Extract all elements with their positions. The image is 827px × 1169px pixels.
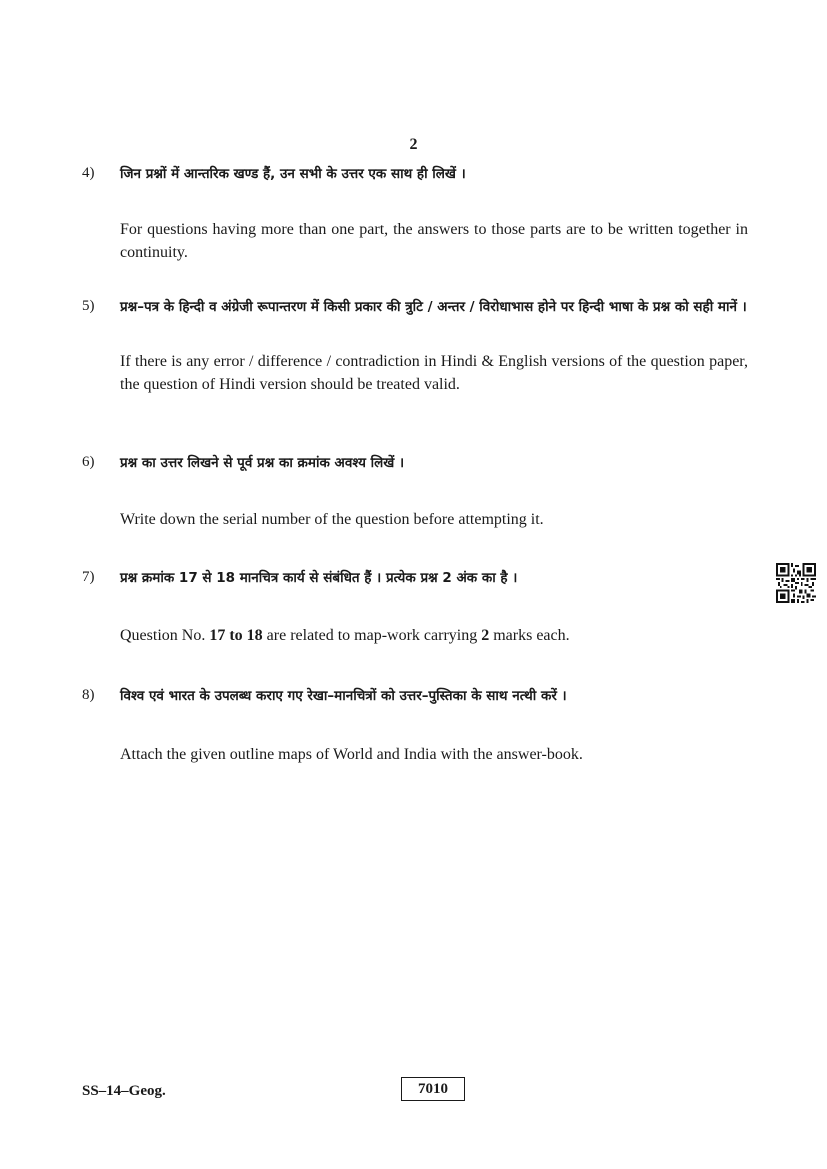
instruction-hindi: प्रश्न का उत्तर लिखने से पूर्व प्रश्न का क्रमांक अवश्य लिखें ।	[120, 455, 405, 471]
instruction-english: For questions having more than one part, the answers to those parts are to be written together in continuity.	[120, 221, 748, 261]
instruction-number: 4)	[82, 165, 95, 181]
instruction-english: Write down the serial number of the question before attempting it.	[120, 511, 544, 528]
instruction-hindi: जिन प्रश्नों में आन्तरिक खण्ड हैं, उन सभी के उत्तर एक साथ ही लिखें ।	[120, 166, 466, 182]
instruction-english: Attach the given outline maps of World and India with the answer-book.	[120, 746, 583, 763]
instruction-number: 5)	[82, 298, 95, 314]
instruction-english	[120, 624, 748, 647]
instruction-number: 8)	[82, 687, 95, 703]
instruction-5	[82, 296, 748, 396]
instruction-number: 6)	[82, 454, 95, 470]
instruction-english: If there is any error / difference / contradiction in Hindi & English versions of the question paper, the question of Hindi version should be treated valid.	[120, 353, 748, 393]
english-part: are related to map-work carrying	[262, 627, 482, 644]
instruction-hindi: प्रश्न क्रमांक 17 से 18 मानचित्र कार्य से संबंधित हैं । प्रत्येक प्रश्न 2 अंक का है ।	[120, 570, 518, 586]
instruction-6	[82, 452, 748, 531]
english-part: Question No.	[120, 627, 210, 644]
instruction-number: 7)	[82, 569, 95, 585]
instruction-hindi: विश्व एवं भारत के उपलब्ध कराए गए रेखा–मानचित्रों को उत्तर–पुस्तिका के साथ नत्थी करें ।	[120, 688, 567, 704]
english-part-bold: 2	[481, 627, 490, 644]
english-part: marks each.	[489, 627, 570, 644]
instruction-4	[82, 163, 748, 264]
page-number: 2	[409, 136, 418, 153]
english-part-bold: 17 to 18	[209, 627, 263, 644]
instruction-8	[82, 685, 748, 766]
instruction-7	[82, 567, 748, 647]
subject-code: SS–14–Geog.	[82, 1083, 166, 1099]
paper-code-box: 7010	[401, 1077, 465, 1101]
instruction-hindi: प्रश्न–पत्र के हिन्दी व अंग्रेजी रूपान्तरण में किसी प्रकार की त्रुटि / अन्तर / विरोधाभास होने पर हिन्दी भाषा के प्रश्न को सही मानें ।	[120, 299, 747, 315]
qr-code-icon	[776, 563, 816, 603]
